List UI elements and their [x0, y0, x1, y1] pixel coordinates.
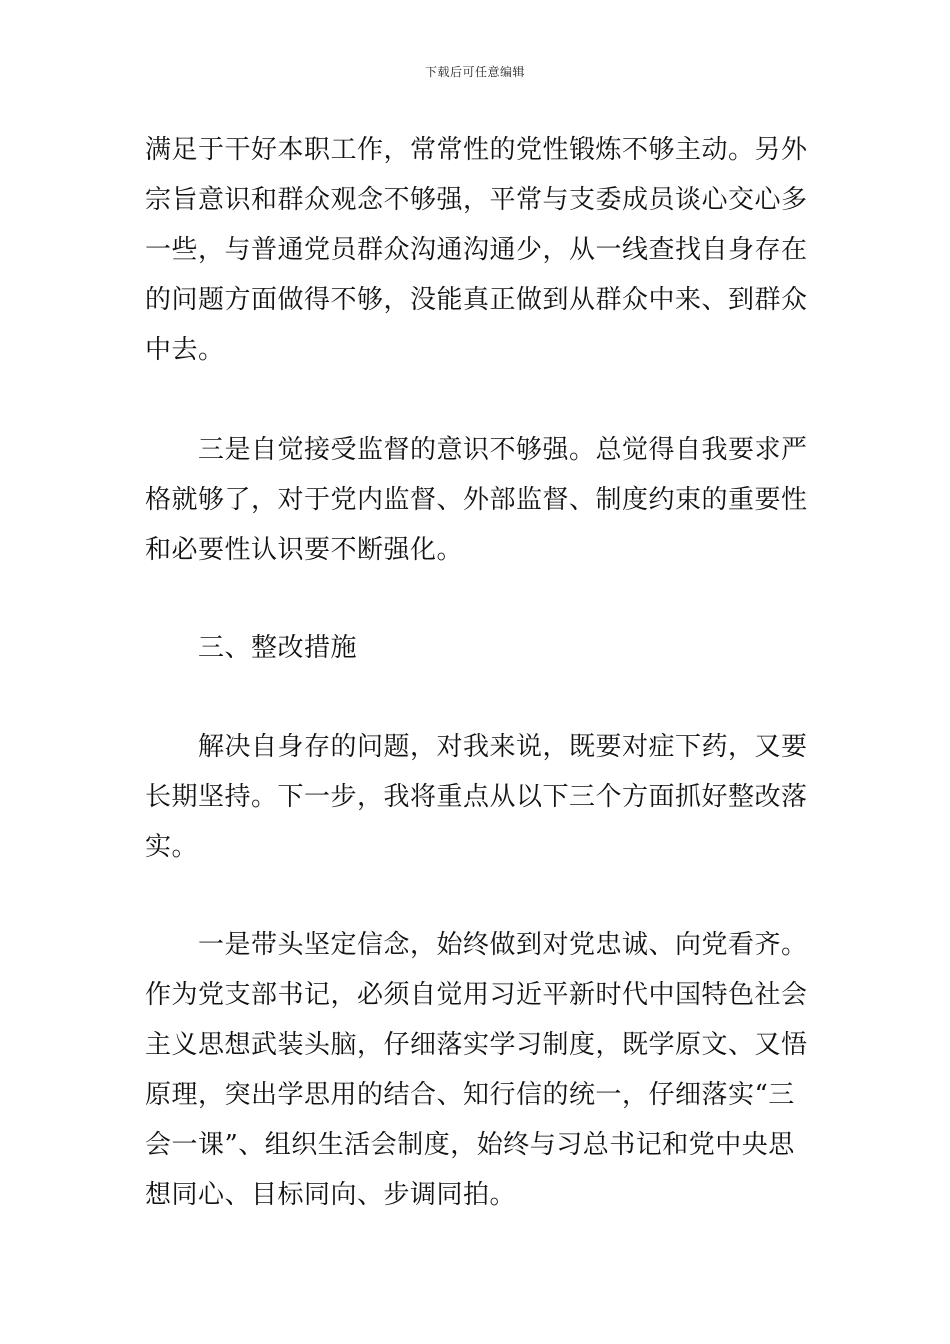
body-line: 原理，突出学思用的结合、知行信的统一，仔细落实“三 — [145, 1080, 795, 1110]
body-line: 宗旨意识和群众观念不够强，平常与支委成员谈心交心多 — [145, 185, 808, 215]
body-line: 会一课”、组织生活会制度，始终与习总书记和党中央思 — [145, 1130, 795, 1160]
body-line: 主义思想武装头脑，仔细落实学习制度，既学原文、又悟 — [145, 1030, 808, 1060]
body-line: 三是自觉接受监督的意识不够强。总觉得自我要求严 — [145, 435, 808, 465]
body-line: 实。 — [145, 832, 199, 862]
body-line: 满足于干好本职工作，常常性的党性锻炼不够主动。另外 — [145, 135, 808, 165]
body-line: 格就够了，对于党内监督、外部监督、制度约束的重要性 — [145, 485, 808, 515]
body-line: 和必要性认识要不断强化。 — [145, 535, 464, 565]
body-line: 解决自身存的问题，对我来说，既要对症下药，又要 — [145, 732, 808, 762]
body-line: 长期坚持。下一步，我将重点从以下三个方面抓好整改落 — [145, 782, 808, 812]
section-heading: 三、整改措施 — [145, 633, 358, 663]
body-line: 的问题方面做得不够，没能真正做到从群众中来、到群众 — [145, 285, 808, 315]
body-line: 一是带头坚定信念，始终做到对党忠诚、向党看齐。 — [145, 930, 808, 960]
body-line: 想同心、目标同向、步调同拍。 — [145, 1180, 517, 1210]
body-line: 一些，与普通党员群众沟通沟通少，从一线查找自身存在 — [145, 235, 808, 265]
body-line: 中去。 — [145, 335, 225, 365]
body-line: 作为党支部书记，必须自觉用习近平新时代中国特色社会 — [145, 980, 808, 1010]
page-header: 下载后可任意编辑 — [424, 65, 525, 79]
